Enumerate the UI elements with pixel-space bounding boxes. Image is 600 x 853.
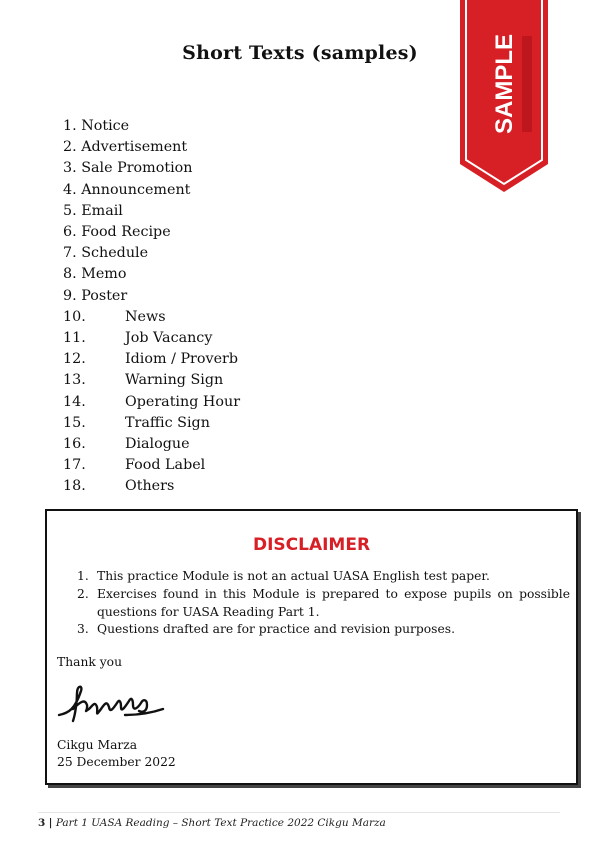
author-name: Cikgu Marza <box>57 738 138 752</box>
list-item-number: 6. <box>63 224 77 241</box>
list-item <box>63 370 240 391</box>
list-item-label: News <box>125 308 166 325</box>
list-item-number: 14. <box>63 393 86 410</box>
disclaimer-item <box>77 586 570 622</box>
list-item-number: 12. <box>63 351 86 368</box>
list-item <box>63 116 240 137</box>
list-item-label: Food Recipe <box>81 224 171 241</box>
disclaimer-item-number: 2. <box>77 586 89 601</box>
disclaimer-heading: DISCLAIMER <box>252 535 371 555</box>
disclaimer-item <box>77 568 570 586</box>
list-item <box>63 476 240 497</box>
list-item-number: 3. <box>63 160 77 177</box>
list-item <box>63 264 240 285</box>
disclaimer-item-text: Questions drafted are for practice and revision purposes. <box>97 622 455 637</box>
signature-block <box>57 737 176 771</box>
list-item <box>63 222 240 243</box>
list-item-label: Memo <box>81 266 127 283</box>
sample-ribbon-badge <box>460 0 548 192</box>
disclaimer-box <box>45 509 578 785</box>
list-item-number: 2. <box>63 139 77 156</box>
list-item-number: 5. <box>63 202 77 219</box>
list-item-label: Warning Sign <box>125 372 224 389</box>
list-item-label: Traffic Sign <box>125 414 210 431</box>
list-item-label: Schedule <box>81 245 149 262</box>
list-item-number: 11. <box>63 330 86 347</box>
list-item-number: 15. <box>63 414 86 431</box>
closing-text: Thank you <box>57 655 123 669</box>
list-item-number: 13. <box>63 372 86 389</box>
page-title: Short Texts (samples) <box>182 42 418 64</box>
list-item-label: Job Vacancy <box>125 330 213 347</box>
list-item-label: Dialogue <box>125 436 190 453</box>
footer-text: Part 1 UASA Reading – Short Text Practice 2022 Cikgu Marza <box>55 817 386 829</box>
list-item-number: 8. <box>63 266 77 283</box>
list-item-label: Announcement <box>81 181 191 198</box>
disclaimer-item-number: 3. <box>77 622 89 637</box>
list-item <box>63 455 240 476</box>
ribbon-label: SAMPLE <box>491 33 518 135</box>
footer-separator: | <box>48 817 53 829</box>
list-item-number: 16. <box>63 436 86 453</box>
list-item <box>63 392 240 413</box>
list-item-label: Advertisement <box>81 139 188 156</box>
list-item <box>63 413 240 434</box>
list-item-label: Sale Promotion <box>81 160 193 177</box>
list-item <box>63 180 240 201</box>
list-item <box>63 349 240 370</box>
list-item <box>63 243 240 264</box>
list-item-number: 1. <box>63 118 77 134</box>
list-item-number: 18. <box>63 478 86 495</box>
disclaimer-item-text: This practice Module is not an actual UASA English test paper. <box>97 569 490 583</box>
list-item <box>63 158 240 179</box>
list-item-number: 17. <box>63 457 86 474</box>
list-item-number: 10. <box>63 308 86 325</box>
list-item-label: Others <box>125 478 175 495</box>
list-item-label: Food Label <box>125 457 206 474</box>
list-item <box>63 328 240 349</box>
list-item-label: Email <box>81 202 123 219</box>
list-item-number: 7. <box>63 245 77 262</box>
page-footer <box>38 817 386 829</box>
list-item-number: 4. <box>63 181 77 198</box>
short-text-list <box>63 116 240 498</box>
disclaimer-item-text: Exercises found in this Module is prepared to expose pupils on possible questions for UASA Reading Part 1. <box>97 586 570 619</box>
list-item-number: 9. <box>63 287 77 304</box>
list-item <box>63 286 240 307</box>
footer-divider <box>38 812 560 813</box>
signature-image <box>55 679 165 727</box>
disclaimer-item-number: 1. <box>77 569 89 583</box>
list-item-label: Notice <box>81 118 130 134</box>
signature-date: 25 December 2022 <box>57 755 176 769</box>
page-number: 3 <box>38 817 46 829</box>
list-item <box>63 137 240 158</box>
disclaimer-item <box>77 621 570 639</box>
list-item <box>63 201 240 222</box>
list-item <box>63 434 240 455</box>
list-item <box>63 307 240 328</box>
list-item-label: Operating Hour <box>125 393 241 410</box>
list-item-label: Poster <box>81 287 128 304</box>
list-item-label: Idiom / Proverb <box>125 351 239 368</box>
disclaimer-list <box>77 568 570 639</box>
